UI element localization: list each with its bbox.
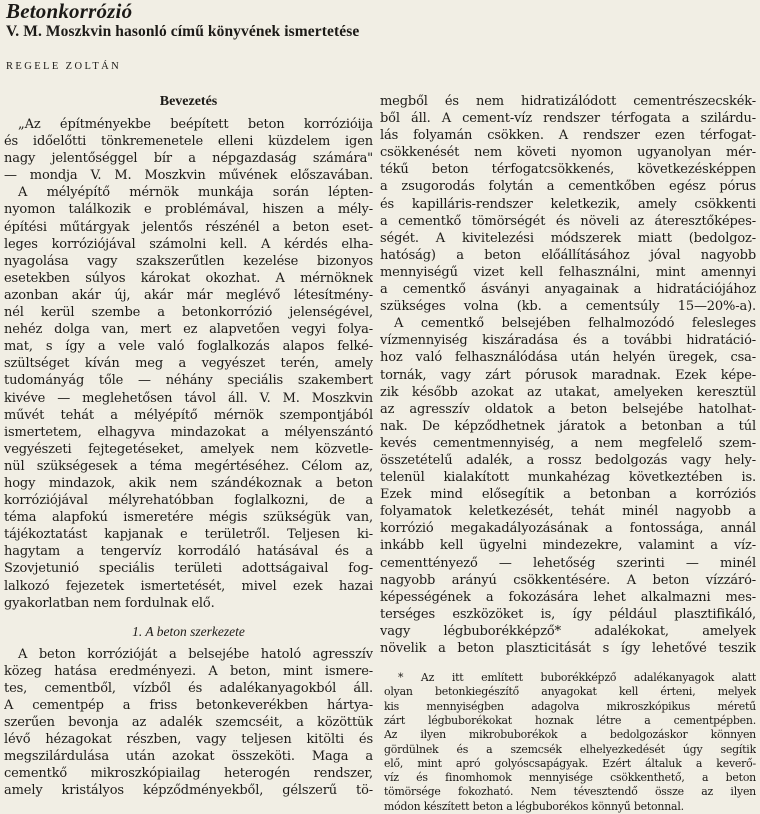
text-line: cementkő mikroszkópiailag heterogén rendszer, (4, 766, 373, 782)
text-line: növelik a beton plaszticitását s így lehetővé teszik (380, 641, 756, 656)
text-line: megszilárdulása után azokat összeköti. Maga a (4, 749, 373, 765)
text-line: vízmennyiség kiszáradása és a további hidratáció- (380, 333, 756, 349)
text-line: zik később azokat az utakat, amelyeken keresztül (380, 384, 756, 400)
article-title: Betonkorrózió (6, 0, 133, 23)
text-line: csökkenését nem követi nyomon ugyanolyan mér- (380, 145, 756, 161)
text-line: Szovjetunió speciális területi adottságaival fog- (4, 561, 373, 577)
text-line: mennyiségű vizet kell felhasználni, mint amennyi (380, 264, 756, 280)
article-subtitle: V. M. Moszkvin hasonló című könyvének ismertetése (6, 23, 360, 40)
text-line: nél kerül szembe a betonkorrózió jelenségével, (4, 305, 373, 321)
text-line: olyan betonkiegészítő anyagokat kell érteni, melyek (384, 685, 756, 699)
text-line: hagytam a tengervíz korrodáló hatásával és a (4, 544, 373, 560)
text-line: zárt légbuborékokat hoznak létre a cementpépben. (384, 713, 756, 727)
text-line: esetekben súlyos károkat okozhat. A mérnöknek (4, 270, 373, 286)
footnote (380, 671, 756, 814)
text-line: leges korróziójával számolni kell. A kérdés elha- (4, 236, 373, 252)
text-line: nagyobb arányú csökkentésére. A beton vízzáró- (380, 572, 756, 588)
text-line: tékű beton térfogatcsökkenés, következésképpen (380, 162, 756, 178)
text-line: tudományág tőle — néhány speciális szakembert (4, 373, 373, 389)
section-2-heading: 1. A beton szerkezete (132, 623, 245, 639)
text-line: A cementpép a friss betonkeverékben hártya- (4, 698, 373, 713)
text-line: nak. De képződhetnek járatok a betonban a túl (380, 418, 756, 434)
text-line: vagy légbuborékképző* adalékokat, amelyek (380, 623, 756, 639)
text-line: az agresszív oldatok a beton belsejébe hatolhat- (380, 401, 756, 417)
text-line: elő, mint apró golyóscsapágyak. Ezért általuk a keverő- (384, 756, 756, 770)
text-line: hoz való felhasználódása után helyén üregek, csa- (380, 350, 756, 366)
text-line: hatóság) a beton előállításához jóval nagyobb (380, 247, 756, 263)
text-line: lévő hézagokat részben, vagy teljesen kitölti és (4, 732, 373, 748)
text-line: szerűen bevonja az adalék szemcséit, a közöttük (4, 715, 373, 731)
text-line: folyamatok keletkezését, tehát minél nagyobb a (380, 504, 756, 520)
text-line: nyagolása vagy szakszerűtlen kezelése bizonyos (4, 253, 373, 269)
section-2-body (4, 646, 373, 800)
text-line: Az ilyen mikrobuborékok a bedolgozáskor könnyen (384, 728, 756, 742)
text-line: téma alapfokú ismeretére mégis szükségük van, (4, 510, 373, 526)
text-line: ségét. A kivitelezési módszerek miatt (bedolgoz- (380, 230, 756, 246)
text-line: korrózió megakadályozásának a fontossága, annál (380, 521, 756, 537)
left-column (4, 93, 373, 800)
text-line: terséges eszközöket is, így például plasztifikáló, (380, 606, 756, 622)
text-line: inkább kell ügyelni mindezekre, valamint a víz- (380, 538, 756, 554)
text-line: szültséget kíván meg a vegyészet terén, amely (4, 356, 373, 372)
text-line: összetételű adalék, a rossz bedolgozás vagy hely- (380, 452, 756, 468)
text-line: kivéve — meglehetősen távol áll. V. M. Moszkvin (4, 390, 373, 406)
text-line: Ezek mind elősegítik a betonban a korróziós (380, 487, 756, 503)
text-line: vegyészeti fejtegetéseket, amelyek nem közvetle- (4, 441, 373, 457)
text-line: a cementkő ásványi anyagainak a hidratációjához (380, 282, 756, 298)
text-line: azonban akár új, akár már meglévő létesítmény- (4, 287, 373, 303)
text-line: mat, s így a vele való foglalkozás alapos felké- (4, 339, 373, 355)
text-line: A beton korrózióját a belsejébe hatoló agresszív (18, 646, 373, 662)
text-line: „Az építményekbe beépített beton korrózióija (18, 117, 373, 132)
text-line: tes, cementből, vízből és adalékanyagokból áll. (4, 680, 373, 696)
right-column-body (380, 93, 756, 657)
text-line: ismertetem, elhagyva mindazokat a mélyenszántó (4, 424, 373, 440)
text-line: amely kristályos képződményekből, gélszerű tö- (4, 783, 373, 799)
text-line: a zsugorodás folytán a cementkőben egész pórus (380, 179, 756, 195)
text-line: kis mennyiségben adagolva mikroszkópikus méretű (384, 699, 756, 713)
text-line: művét tehát a mélyépítő mérnök szempontjából (4, 407, 373, 423)
text-line: kevés cementmennyiség, a nem megfelelő szem- (380, 435, 756, 451)
text-line: A mélyépítő mérnök munkája során lépten- (18, 185, 373, 201)
text-line: nül szükségesek a téma megértéséhez. Célom az, (4, 458, 373, 474)
text-line: tömörsége fokozható. Nem tévesztendő össze az ilyen (384, 785, 756, 799)
text-line: lás folyamán csökken. A rendszer ezen térfogat- (380, 128, 756, 144)
text-line: tájékoztatást kapjanak e területről. Teljesen ki- (4, 527, 373, 543)
text-line: lalkozó fejezetek ismertetését, mivel ezek hazai (4, 578, 373, 594)
text-line: nyomon találkozik e problémával, hiszen a mély- (4, 202, 373, 218)
right-column (380, 93, 756, 814)
text-line: gördülnek és a szemcsék elhelyezkedését úgy segítik (384, 742, 756, 756)
text-line: cementtényező — lehetőség szerinti — minél (380, 555, 756, 571)
text-line: hogy mindazok, akik nem szándékoznak a beton (4, 475, 373, 491)
text-line: építési műtárgyak jelentős részénél a beton eset- (4, 219, 373, 235)
text-line: gyakorlatban nem fordulnak elő. (4, 595, 215, 611)
text-line: * Az itt említett buborékképző adalékanyagok alatt (398, 671, 756, 685)
text-line: telenül kialakított munkahézag következtében is. (380, 470, 756, 486)
text-line: képességének a fokozására lehet alkalmazni mes- (380, 589, 756, 605)
text-line: víz és finomhomok mennyisége csökkenthető, a beton (384, 771, 756, 785)
text-line: a cementkő tömörségét és növeli az áteresztőképes- (380, 213, 756, 229)
text-line: korróziójával mélyrehatóbban foglalkozni, de a (4, 493, 373, 509)
text-line: nehéz dolga van, mert ez alapvetően vegyi folya- (4, 322, 373, 338)
text-line: szükséges volna (kb. a cementsúly 15—20%-a). (380, 299, 756, 315)
section-heading: Bevezetés (159, 94, 218, 109)
text-line: A cementkő belsejében felhalmozódó felesleges (394, 316, 756, 332)
text-line: közeg hatása eredményezi. A beton, mint ismere- (4, 663, 373, 679)
text-line: nagy jelentőséggel bír a népgazdaság számára" (4, 151, 373, 167)
text-line: módon készített beton a légbuborékos könnyű betonnal. (384, 799, 684, 813)
text-line: és időelőtti tönkremenetele elleni küzdelem igen (4, 134, 373, 150)
text-line: — mondja V. M. Moszkvin művének előszavában. (4, 168, 373, 184)
intro-paragraphs (4, 116, 373, 612)
article-author: REGELE ZOLTÁN (6, 61, 122, 72)
text-line: ből áll. A cement-víz rendszer térfogata a szilárdu- (380, 111, 756, 127)
text-line: és kapilláris-rendszer keletkezik, amely csökkenti (380, 196, 756, 212)
text-line: megből és nem hidratizálódott cementrészecskék- (380, 94, 756, 109)
text-line: tornák, vagy zárt pórusok maradnak. Ezek képe- (380, 367, 756, 383)
